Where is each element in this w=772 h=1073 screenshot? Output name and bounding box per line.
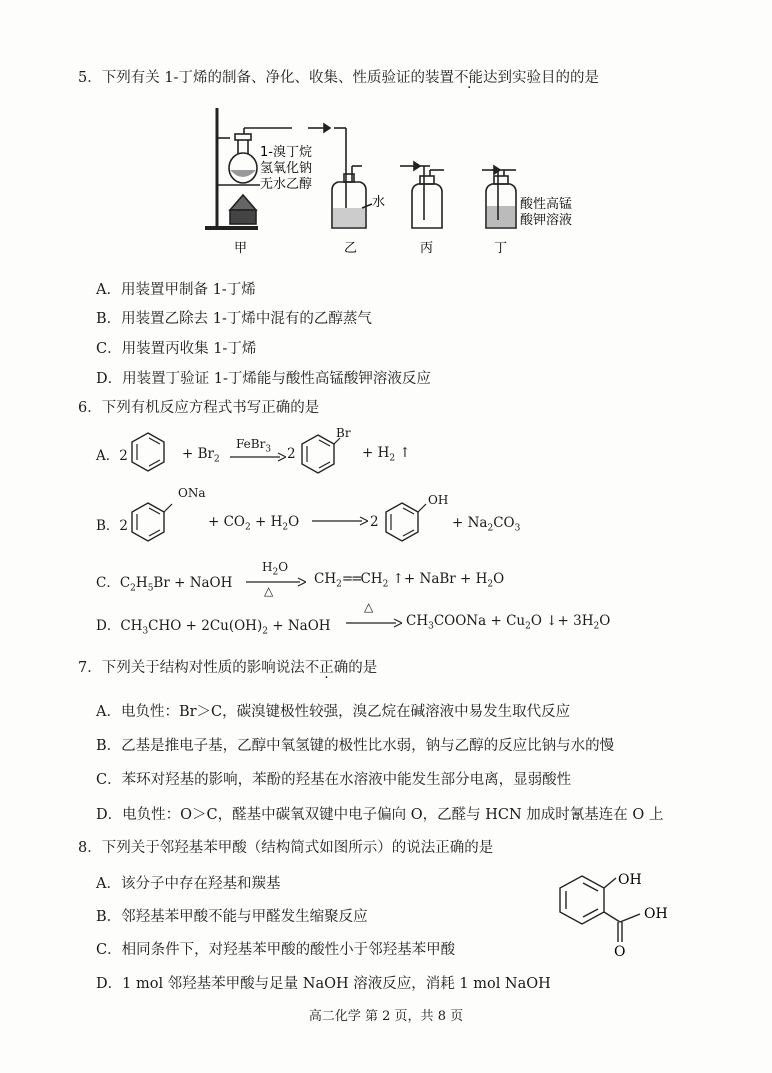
q6-c-reactants: C．$C_2H_5Br$ + NaOH xyxy=(96,575,233,594)
salicylic-acid-structure xyxy=(548,866,688,962)
benzene-icon xyxy=(128,430,168,474)
q6-d-reactants: D．$CH_3CHO + 2Cu(OH)_2$ + NaOH xyxy=(96,618,331,637)
q5-apparatus-figure xyxy=(200,100,600,260)
q6-b-label: B．2 xyxy=(96,518,129,534)
q6-a-label: A．2 xyxy=(96,448,128,464)
q6-a-h2: + $H_2$ ↑ xyxy=(362,445,411,464)
kmno4-label-1: 酸性高锰 xyxy=(520,197,573,212)
sodium-phenoxide-icon xyxy=(128,496,184,544)
q5-emphasis: 不能 xyxy=(453,70,483,86)
o-label: O xyxy=(614,944,626,960)
reaction-arrow-icon xyxy=(246,577,306,587)
reagent-2-label: 氢氧化钠 xyxy=(260,161,313,176)
q6-b-reactants: + $CO_2 + H_2O$ xyxy=(208,514,300,533)
yi-label: 乙 xyxy=(344,241,358,256)
q6-b-oh: OH xyxy=(428,493,449,507)
q6-b-coef: 2 xyxy=(370,514,379,530)
q5-option-a: A．用装置甲制备 1-丁烯 xyxy=(96,282,256,298)
q6-b-ona: ONa xyxy=(178,486,206,500)
q7-option-d: D．电负性：O＞C，醛基中碳氧双键中电子偏向 O，乙醛与 HCN 加成时氰基连在 O 上 xyxy=(96,807,664,823)
reaction-arrow-icon xyxy=(312,516,368,526)
q6-a-br: Br xyxy=(336,426,351,440)
q8-option-c: C．相同条件下，对羟基苯甲酸的酸性小于邻羟基苯甲酸 xyxy=(96,942,456,958)
q6-stem: 6．下列有机反应方程式书写正确的是 xyxy=(78,400,320,416)
reaction-arrow-icon xyxy=(230,452,286,462)
q7-option-b: B．乙基是推电子基，乙醇中氧氢键的极性比水弱，钠与乙醇的反应比钠与水的慢 xyxy=(96,738,615,754)
reagent-3-label: 无水乙醇 xyxy=(260,177,313,192)
q8-option-b: B．邻羟基苯甲酸不能与甲醛发生缩聚反应 xyxy=(96,909,368,925)
q8-option-d: D．1 mol 邻羟基苯甲酸与足量 NaOH 溶液反应，消耗 1 mol NaOH xyxy=(96,976,551,992)
ding-label: 丁 xyxy=(494,241,508,256)
heat-icon: △ xyxy=(364,600,374,614)
reagent-1-label: 1-溴丁烷 xyxy=(260,145,312,160)
q7-emphasis: 不正确 xyxy=(304,660,349,676)
q8-option-a: A．该分子中存在羟基和羰基 xyxy=(96,876,281,892)
q5-stem: 5．下列有关 1-丁烯的制备、净化、收集、性质验证的装置不能达到实验目的的是 xyxy=(78,66,599,87)
q6-a-catalyst: FeBr$_3$ xyxy=(236,437,272,455)
q5-option-c: C．用装置丙收集 1-丁烯 xyxy=(96,341,257,357)
bing-label: 丙 xyxy=(420,241,434,256)
q6-a-coef: 2 xyxy=(287,446,296,462)
q7-option-a: A．电负性：Br＞C，碳溴键极性较强，溴乙烷在碱溶液中易发生取代反应 xyxy=(96,704,571,720)
q7-option-c: C．苯环对羟基的影响，苯酚的羟基在水溶液中能发生部分电离，显弱酸性 xyxy=(96,772,572,788)
heat-icon: △ xyxy=(264,584,274,598)
water-label: 水 xyxy=(372,195,386,210)
q6-b-na2co3: + $Na_2CO_3$ xyxy=(452,515,521,534)
q6-a-br2: + $Br_2$ xyxy=(182,446,220,465)
q6-c-products: $CH_2==CH_2$ ↑+ NaBr + $H_2O$ xyxy=(314,571,505,590)
q6-d-products: $CH_3COONa + Cu_2O$ ↓+ $3H_2O$ xyxy=(406,613,611,632)
q5-option-d: D．用装置丁验证 1-丁烯能与酸性高锰酸钾溶液反应 xyxy=(96,371,431,387)
q6-c-condition: $H_2O$ xyxy=(262,560,289,578)
q7-stem: 7．下列关于结构对性质的影响说法不正确的是 xyxy=(78,656,377,677)
oh-label-1: OH xyxy=(618,872,642,888)
page-footer: 高二化学 第 2 页，共 8 页 xyxy=(308,1009,464,1024)
reaction-arrow-icon xyxy=(346,618,402,628)
jia-label: 甲 xyxy=(234,241,248,256)
oh-label-2: OH xyxy=(644,906,668,922)
q5-option-b: B．用装置乙除去 1-丁烯中混有的乙醇蒸气 xyxy=(96,311,372,327)
kmno4-label-2: 酸钾溶液 xyxy=(520,213,573,228)
q8-stem: 8．下列关于邻羟基苯甲酸（结构简式如图所示）的说法正确的是 xyxy=(78,840,494,856)
